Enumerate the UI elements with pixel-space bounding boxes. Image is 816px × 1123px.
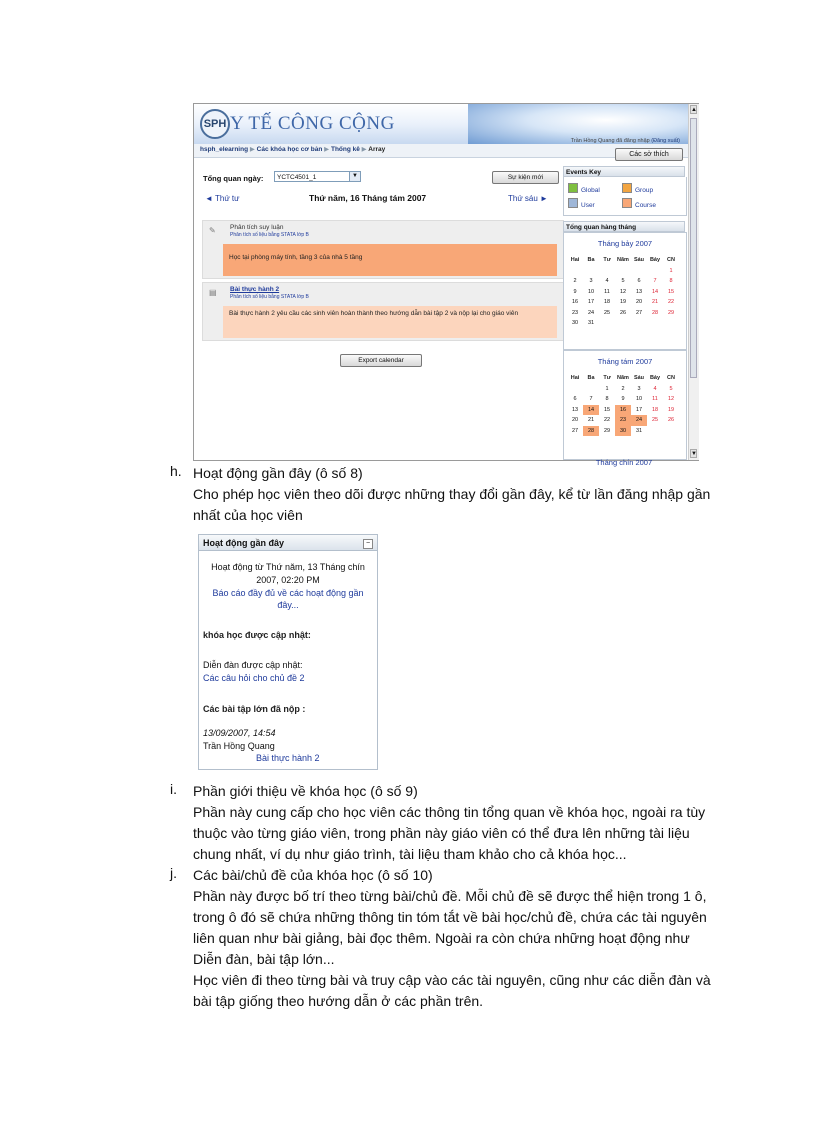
calendar-day[interactable]: 6 bbox=[637, 278, 641, 285]
calendar-day[interactable]: 25 bbox=[651, 417, 659, 424]
events-key-group[interactable]: Group bbox=[622, 183, 653, 194]
course-icon bbox=[622, 198, 632, 208]
calendar-empty-cell bbox=[647, 426, 663, 437]
calendar-empty-cell bbox=[631, 266, 647, 277]
submitter-name: Trần Hồng Quang bbox=[203, 741, 275, 751]
calendar-day[interactable]: 5 bbox=[669, 385, 673, 392]
calendar-day[interactable]: 22 bbox=[603, 417, 611, 424]
weekday-header: Ba bbox=[587, 257, 595, 264]
calendar-day[interactable]: 3 bbox=[637, 385, 641, 392]
breadcrumb-current: Array bbox=[368, 146, 386, 153]
user-icon bbox=[568, 198, 578, 208]
calendar-day[interactable]: 27 bbox=[635, 309, 643, 316]
event-description: Học tại phòng máy tính, tầng 3 của nhà 5 tầng bbox=[223, 244, 557, 276]
breadcrumb bbox=[200, 145, 385, 153]
event-description: Bài thực hành 2 yêu cầu các sinh viên hoàn thành theo hướng dẫn bài tập 2 và nộp lại cho giáo viên bbox=[223, 306, 557, 338]
section-i-body: Phần này cung cấp cho học viên các thông tin tổng quan về khóa học, ngoài ra tùy thuộc vào từng giáo viên, trong phần này giáo viên có thể đưa lên những tài liệu chung nhất, ví dụ như giáo trình, tài liệu tham khảo cho cả khóa học... bbox=[193, 804, 706, 862]
course-select-value: YCTC4501_1 bbox=[277, 174, 317, 181]
month-calendar-august bbox=[563, 350, 687, 460]
full-report-link[interactable]: đây... bbox=[277, 600, 299, 610]
event-title-link[interactable]: Bài thực hành 2 bbox=[230, 286, 280, 293]
recent-activity-block bbox=[198, 534, 378, 770]
login-info bbox=[571, 138, 680, 144]
calendar-day[interactable]: 2 bbox=[621, 385, 625, 392]
calendar-empty-cell bbox=[615, 318, 631, 329]
calendar-sidebar bbox=[563, 166, 685, 466]
calendar-day[interactable]: 3 bbox=[589, 278, 593, 285]
section-j-heading: Các bài/chủ đề của khóa học (ô số 10) bbox=[193, 867, 433, 883]
calendar-day[interactable]: 9 bbox=[621, 396, 625, 403]
section-j-body-2: Học viên đi theo từng bài và truy cập vào các tài nguyên, cũng như các diễn đàn và bài tập giống theo hướng dẫn ở các phần trên. bbox=[193, 972, 711, 1009]
calendar-day[interactable]: 8 bbox=[669, 278, 673, 285]
calendar-day[interactable]: 29 bbox=[667, 309, 675, 316]
user-text: Trần Hồng Quang đã đăng nhập bbox=[570, 138, 650, 144]
calendar-day[interactable]: 28 bbox=[651, 309, 659, 316]
calendar-day[interactable]: 16 bbox=[571, 299, 579, 306]
events-key bbox=[563, 177, 687, 216]
weekday-header: Bảy bbox=[649, 257, 661, 264]
assignment-icon: ▤ bbox=[209, 288, 217, 297]
calendar-day[interactable]: 19 bbox=[667, 406, 675, 413]
calendar-empty-cell bbox=[663, 426, 679, 437]
group-icon bbox=[622, 183, 632, 193]
breadcrumb-home[interactable]: hsph_elearning bbox=[200, 146, 249, 153]
calendar-day[interactable]: 22 bbox=[667, 299, 675, 306]
item-letter-h: h. bbox=[170, 463, 182, 479]
event-course-link[interactable]: Phân tích số liệu bằng STATA lớp B bbox=[230, 294, 309, 300]
calendar-day[interactable]: 7 bbox=[589, 396, 593, 403]
section-h-heading: Hoạt động gần đây (ô số 8) bbox=[193, 465, 363, 481]
weekday-header: Hai bbox=[570, 375, 580, 382]
school-logo-icon: SPH bbox=[200, 109, 230, 139]
calendar-day[interactable]: 26 bbox=[667, 417, 675, 424]
breadcrumb-stats[interactable]: Thống kê bbox=[330, 146, 360, 153]
favorites-button[interactable]: Các sở thích bbox=[615, 148, 683, 161]
export-calendar-button[interactable]: Export calendar bbox=[340, 354, 422, 367]
section-j-body: Phần này được bố trí theo từng bài/chủ đề. Mỗi chủ đề sẽ được thể hiện trong 1 ô, trong ô đó sẽ chứa những thông tin tóm tắt về bài học/chủ đề, chứa các tài nguyên liên quan như bài giảng, bài đọc thêm. Ngoài ra còn chứa những hoạt động như Diễn đàn, bài tập lớn... bbox=[193, 888, 707, 967]
month-grid bbox=[567, 373, 679, 436]
calendar-day[interactable]: 2 bbox=[573, 278, 577, 285]
prev-day-link[interactable]: ◄ Thứ tư bbox=[205, 194, 240, 203]
calendar-day[interactable]: 21 bbox=[587, 417, 595, 424]
weekday-header: Tư bbox=[603, 257, 611, 264]
calendar-day[interactable]: 15 bbox=[667, 288, 675, 295]
weekday-header: Tư bbox=[603, 375, 611, 382]
calendar-day[interactable]: 8 bbox=[605, 396, 609, 403]
events-key-user[interactable]: User bbox=[568, 198, 595, 209]
since-line: Hoạt động từ Thứ năm, 13 Tháng chín bbox=[211, 562, 365, 572]
calendar-empty-cell bbox=[567, 384, 583, 395]
breadcrumb-sep-icon: ▶ bbox=[361, 146, 367, 153]
month-title[interactable]: Tháng tám 2007 bbox=[597, 357, 653, 366]
calendar-day[interactable]: 18 bbox=[603, 299, 611, 306]
events-key-course[interactable]: Course bbox=[622, 198, 656, 209]
calendar-day[interactable]: 20 bbox=[571, 417, 579, 424]
calendar-day[interactable]: 11 bbox=[604, 288, 610, 295]
calendar-empty-cell bbox=[583, 266, 599, 277]
weekday-header: Năm bbox=[617, 375, 629, 382]
event-course-link[interactable]: Phân tích số liệu bằng STATA lớp B bbox=[230, 232, 309, 238]
global-icon bbox=[568, 183, 578, 193]
breadcrumb-sep-icon: ▶ bbox=[324, 146, 330, 153]
chevron-down-icon[interactable]: ▼ bbox=[349, 172, 360, 181]
scrollbar[interactable] bbox=[688, 104, 699, 460]
calendar-day[interactable]: 10 bbox=[587, 288, 595, 295]
month-calendar-july bbox=[563, 232, 687, 350]
calendar-day[interactable]: 4 bbox=[605, 278, 609, 285]
events-key-title: Events Key bbox=[563, 166, 685, 177]
weekday-header: Ba bbox=[587, 375, 595, 382]
month-title[interactable]: Tháng bảy 2007 bbox=[597, 239, 653, 248]
calendar-day[interactable]: 31 bbox=[635, 427, 643, 434]
weekday-header: CN bbox=[667, 257, 675, 264]
breadcrumb-courses[interactable]: Các khóa học cơ bản bbox=[256, 146, 323, 153]
calendar-day[interactable]: 17 bbox=[635, 406, 643, 413]
calendar-empty-cell bbox=[631, 318, 647, 329]
full-report-link[interactable]: Báo cáo đầy đủ về các hoạt động gần bbox=[212, 588, 364, 598]
weekday-header: CN bbox=[667, 375, 675, 382]
weekday-header: Bảy bbox=[649, 375, 661, 382]
weekday-header: Năm bbox=[617, 257, 629, 264]
calendar-day[interactable]: 14 bbox=[583, 405, 599, 416]
scroll-thumb[interactable] bbox=[690, 118, 697, 378]
collapse-icon[interactable]: − bbox=[363, 539, 373, 549]
since-line: 2007, 02:20 PM bbox=[256, 575, 320, 585]
current-day-title: Thứ năm, 16 Tháng tám 2007 bbox=[309, 193, 427, 203]
event-title: Phân tích suy luận bbox=[230, 224, 284, 231]
item-letter-i: i. bbox=[170, 781, 177, 797]
calendar-day[interactable]: 4 bbox=[653, 385, 657, 392]
calendar-day[interactable]: 13 bbox=[635, 288, 643, 295]
forum-topic-link[interactable]: Các câu hỏi cho chủ đề 2 bbox=[203, 673, 305, 683]
events-key-global[interactable]: Global bbox=[568, 183, 600, 194]
course-event-icon: ✎ bbox=[209, 226, 216, 235]
forum-updated-label: Diễn đàn được cập nhật: bbox=[203, 660, 303, 670]
calendar-day[interactable]: 14 bbox=[651, 288, 659, 295]
assignments-heading: Các bài tập lớn đã nộp : bbox=[203, 704, 306, 714]
submission-time: 13/09/2007, 14:54 bbox=[203, 728, 276, 738]
calendar-day[interactable]: 31 bbox=[587, 320, 595, 327]
calendar-empty-cell bbox=[567, 266, 583, 277]
weekday-header: Sáu bbox=[633, 257, 645, 264]
calendar-day[interactable]: 19 bbox=[619, 299, 627, 306]
calendar-day[interactable]: 23 bbox=[615, 415, 631, 426]
section-i-heading: Phần giới thiệu về khóa học (ô số 9) bbox=[193, 783, 418, 799]
calendar-day[interactable]: 16 bbox=[615, 405, 631, 416]
weekday-header: Sáu bbox=[633, 375, 645, 382]
calendar-day[interactable]: 13 bbox=[571, 406, 579, 413]
calendar-day[interactable]: 1 bbox=[669, 267, 673, 274]
assignment-link[interactable]: Bài thực hành 2 bbox=[256, 753, 320, 763]
day-overview-label: Tổng quan ngày: bbox=[203, 174, 264, 183]
calendar-day[interactable]: 20 bbox=[635, 299, 643, 306]
calendar-day[interactable]: 1 bbox=[605, 385, 609, 392]
logout-link[interactable]: (Đăng xuất) bbox=[651, 138, 680, 144]
calendar-empty-cell bbox=[599, 266, 615, 277]
calendar-day[interactable]: 21 bbox=[651, 299, 659, 306]
calendar-day[interactable]: 27 bbox=[571, 427, 579, 434]
calendar-day[interactable]: 29 bbox=[603, 427, 611, 434]
event-card bbox=[202, 282, 564, 341]
calendar-day[interactable]: 7 bbox=[653, 278, 657, 285]
calendar-day[interactable]: 18 bbox=[651, 406, 659, 413]
monthly-overview-title: Tổng quan hàng tháng bbox=[563, 221, 685, 232]
calendar-day[interactable]: 25 bbox=[603, 309, 611, 316]
course-select[interactable] bbox=[274, 171, 361, 182]
calendar-day[interactable]: 12 bbox=[667, 396, 675, 403]
calendar-empty-cell bbox=[599, 318, 615, 329]
calendar-day[interactable]: 6 bbox=[573, 396, 577, 403]
next-day-link[interactable]: Thứ sáu ► bbox=[508, 194, 548, 203]
calendar-empty-cell bbox=[647, 318, 663, 329]
section-h-body: Cho phép học viên theo dõi được những thay đổi gần đây, kể từ lần đăng nhập gần nhất của học viên bbox=[193, 486, 711, 523]
calendar-empty-cell bbox=[615, 266, 631, 277]
item-letter-j: j. bbox=[170, 865, 177, 881]
calendar-screenshot bbox=[193, 103, 699, 467]
site-logo-text[interactable]: Y TẾ CÔNG CỘNG bbox=[230, 113, 395, 134]
calendar-day[interactable]: 26 bbox=[619, 309, 627, 316]
calendar-empty-cell bbox=[663, 318, 679, 329]
weekday-header: Hai bbox=[570, 257, 580, 264]
breadcrumb-sep-icon: ▶ bbox=[249, 146, 255, 153]
calendar-day[interactable]: 28 bbox=[583, 426, 599, 437]
month-grid bbox=[567, 255, 679, 329]
section-h bbox=[193, 463, 723, 526]
section-j bbox=[193, 865, 723, 1012]
calendar-day[interactable]: 11 bbox=[652, 396, 658, 403]
calendar-day[interactable]: 17 bbox=[587, 299, 595, 306]
calendar-day[interactable]: 30 bbox=[571, 320, 579, 327]
event-card bbox=[202, 220, 564, 279]
calendar-day[interactable]: 10 bbox=[635, 396, 643, 403]
calendar-day[interactable]: 15 bbox=[603, 406, 611, 413]
calendar-day[interactable]: 12 bbox=[619, 288, 627, 295]
calendar-day[interactable]: 24 bbox=[631, 415, 647, 426]
recent-activity-title: Hoạt động gần đây bbox=[199, 535, 377, 551]
calendar-day[interactable]: 23 bbox=[571, 309, 579, 316]
new-event-button[interactable]: Sự kiện mới bbox=[492, 171, 559, 184]
scroll-down-icon[interactable]: ▼ bbox=[691, 451, 697, 457]
calendar-empty-cell bbox=[583, 384, 599, 395]
calendar-day[interactable]: 9 bbox=[573, 288, 577, 295]
courses-updated-heading: khóa học được cập nhật: bbox=[203, 630, 311, 640]
calendar-empty-cell bbox=[647, 266, 663, 277]
next-month-title[interactable]: Tháng chín 2007 bbox=[595, 458, 653, 467]
section-i bbox=[193, 781, 723, 865]
calendar-day[interactable]: 30 bbox=[615, 426, 631, 437]
calendar-day[interactable]: 24 bbox=[587, 309, 595, 316]
calendar-day[interactable]: 5 bbox=[621, 278, 625, 285]
scroll-up-icon[interactable]: ▲ bbox=[691, 107, 697, 113]
